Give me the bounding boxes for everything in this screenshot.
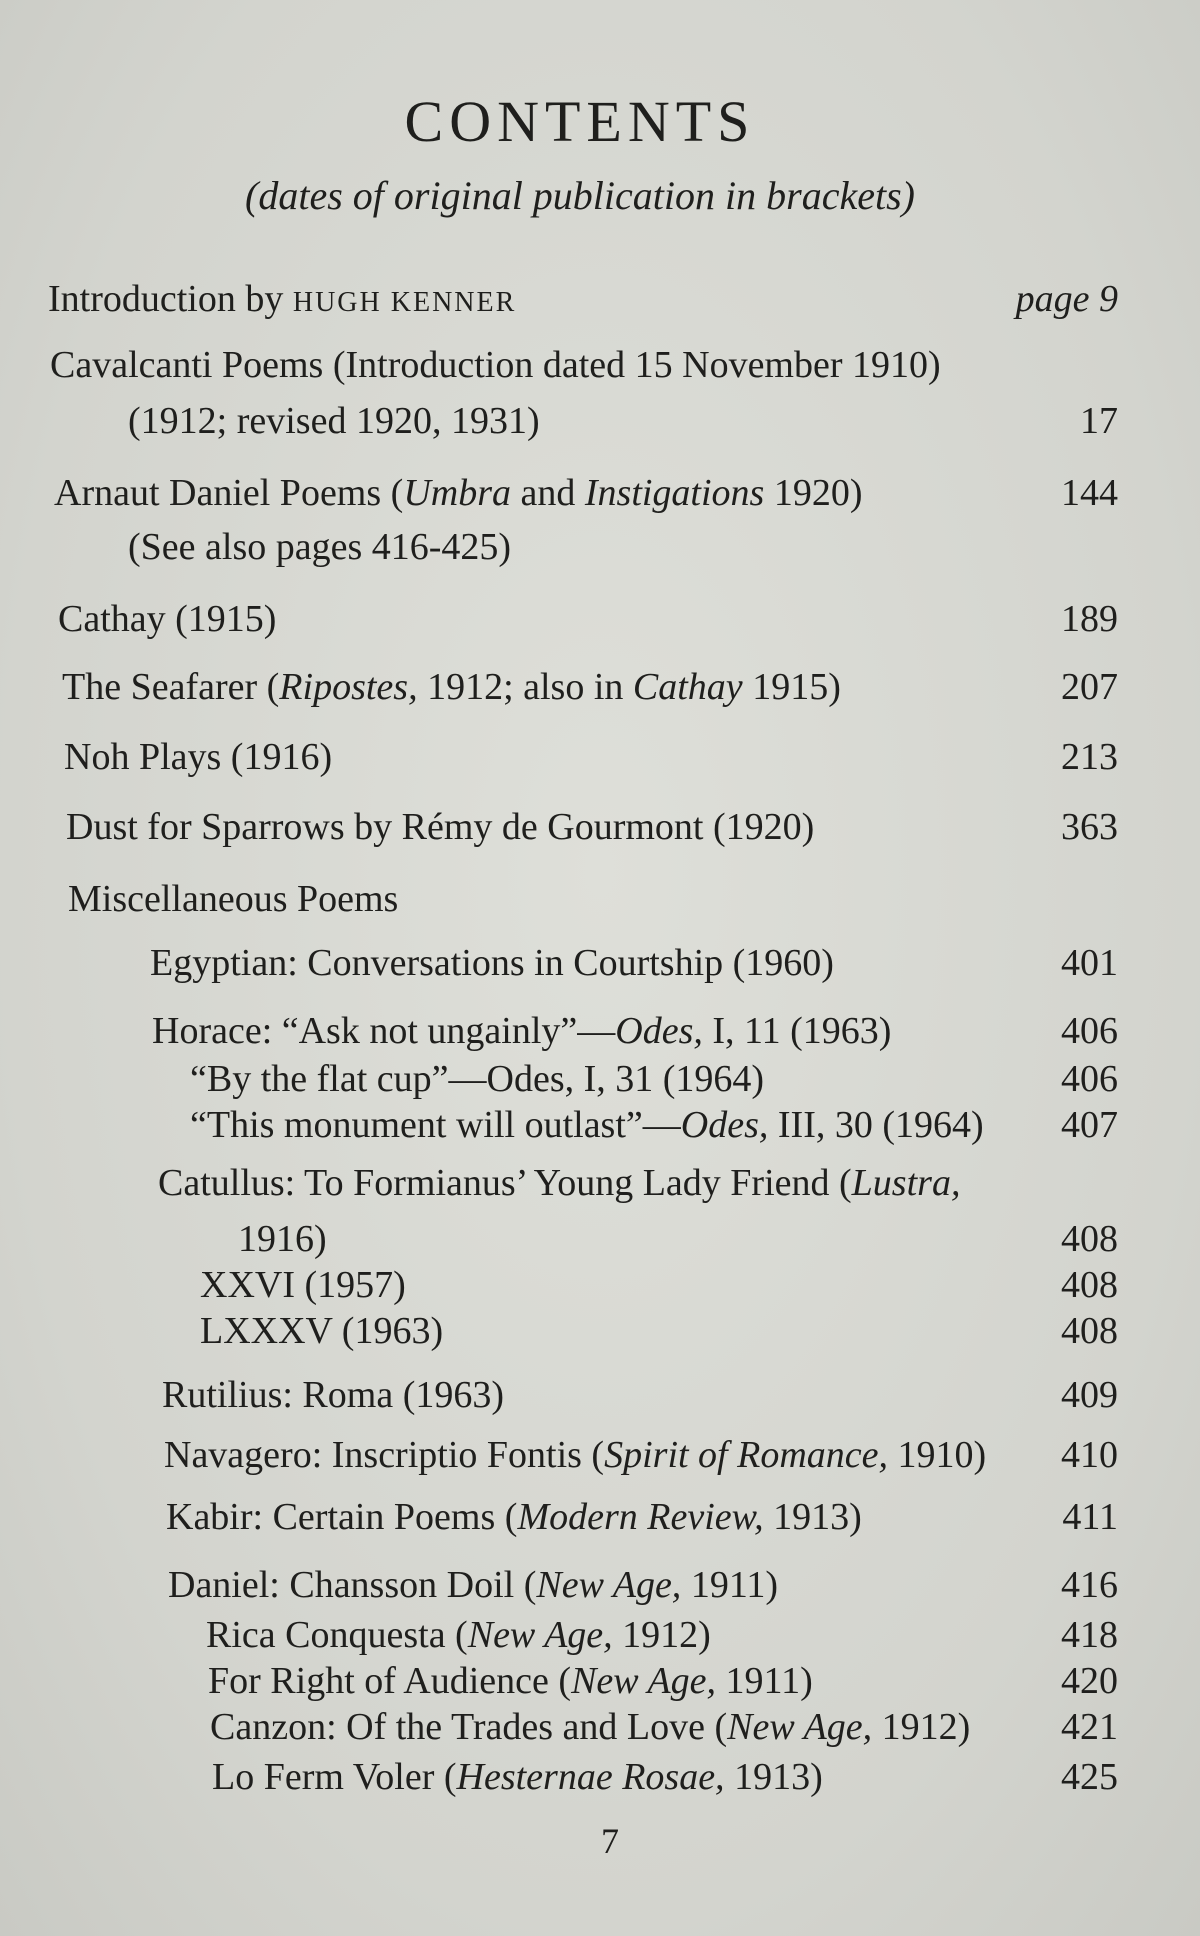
page-number: 363 xyxy=(1061,806,1118,848)
page-number: 416 xyxy=(1061,1564,1118,1606)
entry-text: Navagero: Inscriptio Fontis (Spirit of Romance, 1910) xyxy=(164,1434,987,1476)
page-number: 144 xyxy=(1061,472,1118,514)
entry-text: Horace: “Ask not ungainly”—Odes, I, 11 (1963) xyxy=(152,1010,892,1052)
entry-text: Lo Ferm Voler (Hesternae Rosae, 1913) xyxy=(212,1756,823,1798)
page-number: 407 xyxy=(1061,1104,1118,1146)
page-number: 411 xyxy=(1062,1496,1118,1538)
entry-text: Arnaut Daniel Poems (Umbra and Instigations 1920) xyxy=(54,472,863,514)
entry-text: Rica Conquesta (New Age, 1912) xyxy=(206,1614,711,1656)
entry-text: Kabir: Certain Poems (Modern Review, 1913) xyxy=(166,1496,862,1538)
entry-text: “This monument will outlast”—Odes, III, 30 (1964) xyxy=(190,1104,984,1146)
page-number: 406 xyxy=(1061,1010,1118,1052)
entry-text: “By the flat cup”—Odes, I, 31 (1964) xyxy=(190,1058,765,1100)
entry-text: XXVI (1957) xyxy=(200,1264,406,1306)
page-number: 213 xyxy=(1061,736,1118,778)
page-number: 410 xyxy=(1061,1434,1118,1476)
entry-text-continued: 1916) xyxy=(238,1218,327,1260)
entry-text: Egyptian: Conversations in Courtship (1960) xyxy=(150,942,834,984)
entry-text: Cathay (1915) xyxy=(58,598,277,640)
page-number: 420 xyxy=(1061,1660,1118,1702)
entry-text: LXXXV (1963) xyxy=(200,1310,444,1352)
page-number: 406 xyxy=(1061,1058,1118,1100)
page-number: 408 xyxy=(1061,1310,1118,1352)
page-number: 401 xyxy=(1061,942,1118,984)
entry-text: Dust for Sparrows by Rémy de Gourmont (1920) xyxy=(66,806,815,848)
entry-text: Rutilius: Roma (1963) xyxy=(162,1374,504,1416)
page-number: 207 xyxy=(1061,666,1118,708)
entry-text: The Seafarer (Ripostes, 1912; also in Cathay 1915) xyxy=(62,666,841,708)
entry-text: Cavalcanti Poems (Introduction dated 15 November 1910) xyxy=(50,344,941,386)
entry-text-continued: (1912; revised 1920, 1931) xyxy=(128,400,540,442)
entry-text: For Right of Audience (New Age, 1911) xyxy=(208,1660,813,1702)
page-title: CONTENTS xyxy=(404,89,756,154)
entry-text: Daniel: Chansson Doil (New Age, 1911) xyxy=(168,1564,779,1606)
page-number: 408 xyxy=(1061,1218,1118,1260)
page-number: 425 xyxy=(1061,1756,1118,1798)
page-number: 189 xyxy=(1061,598,1118,640)
entry-text: Introduction by HUGH KENNER xyxy=(48,278,517,320)
page-folio-number: 7 xyxy=(601,1821,619,1861)
entry-text: Canzon: Of the Trades and Love (New Age, 1912) xyxy=(210,1706,971,1748)
page-number: 409 xyxy=(1061,1374,1118,1416)
entry-text: Catullus: To Formianus’ Young Lady Friend (Lustra, xyxy=(158,1162,961,1204)
section-heading: Miscellaneous Poems xyxy=(68,878,399,920)
author-name: HUGH KENNER xyxy=(292,287,517,318)
page-number: 421 xyxy=(1061,1706,1118,1748)
page-number: 418 xyxy=(1061,1614,1118,1656)
entry-text-continued: (See also pages 416-425) xyxy=(128,526,512,568)
page-number: page 9 xyxy=(1015,278,1118,320)
page-subtitle: (dates of original publication in brackets) xyxy=(245,173,915,218)
page-number: 408 xyxy=(1061,1264,1118,1306)
entry-text: Noh Plays (1916) xyxy=(64,736,333,778)
page-number: 17 xyxy=(1080,400,1118,442)
